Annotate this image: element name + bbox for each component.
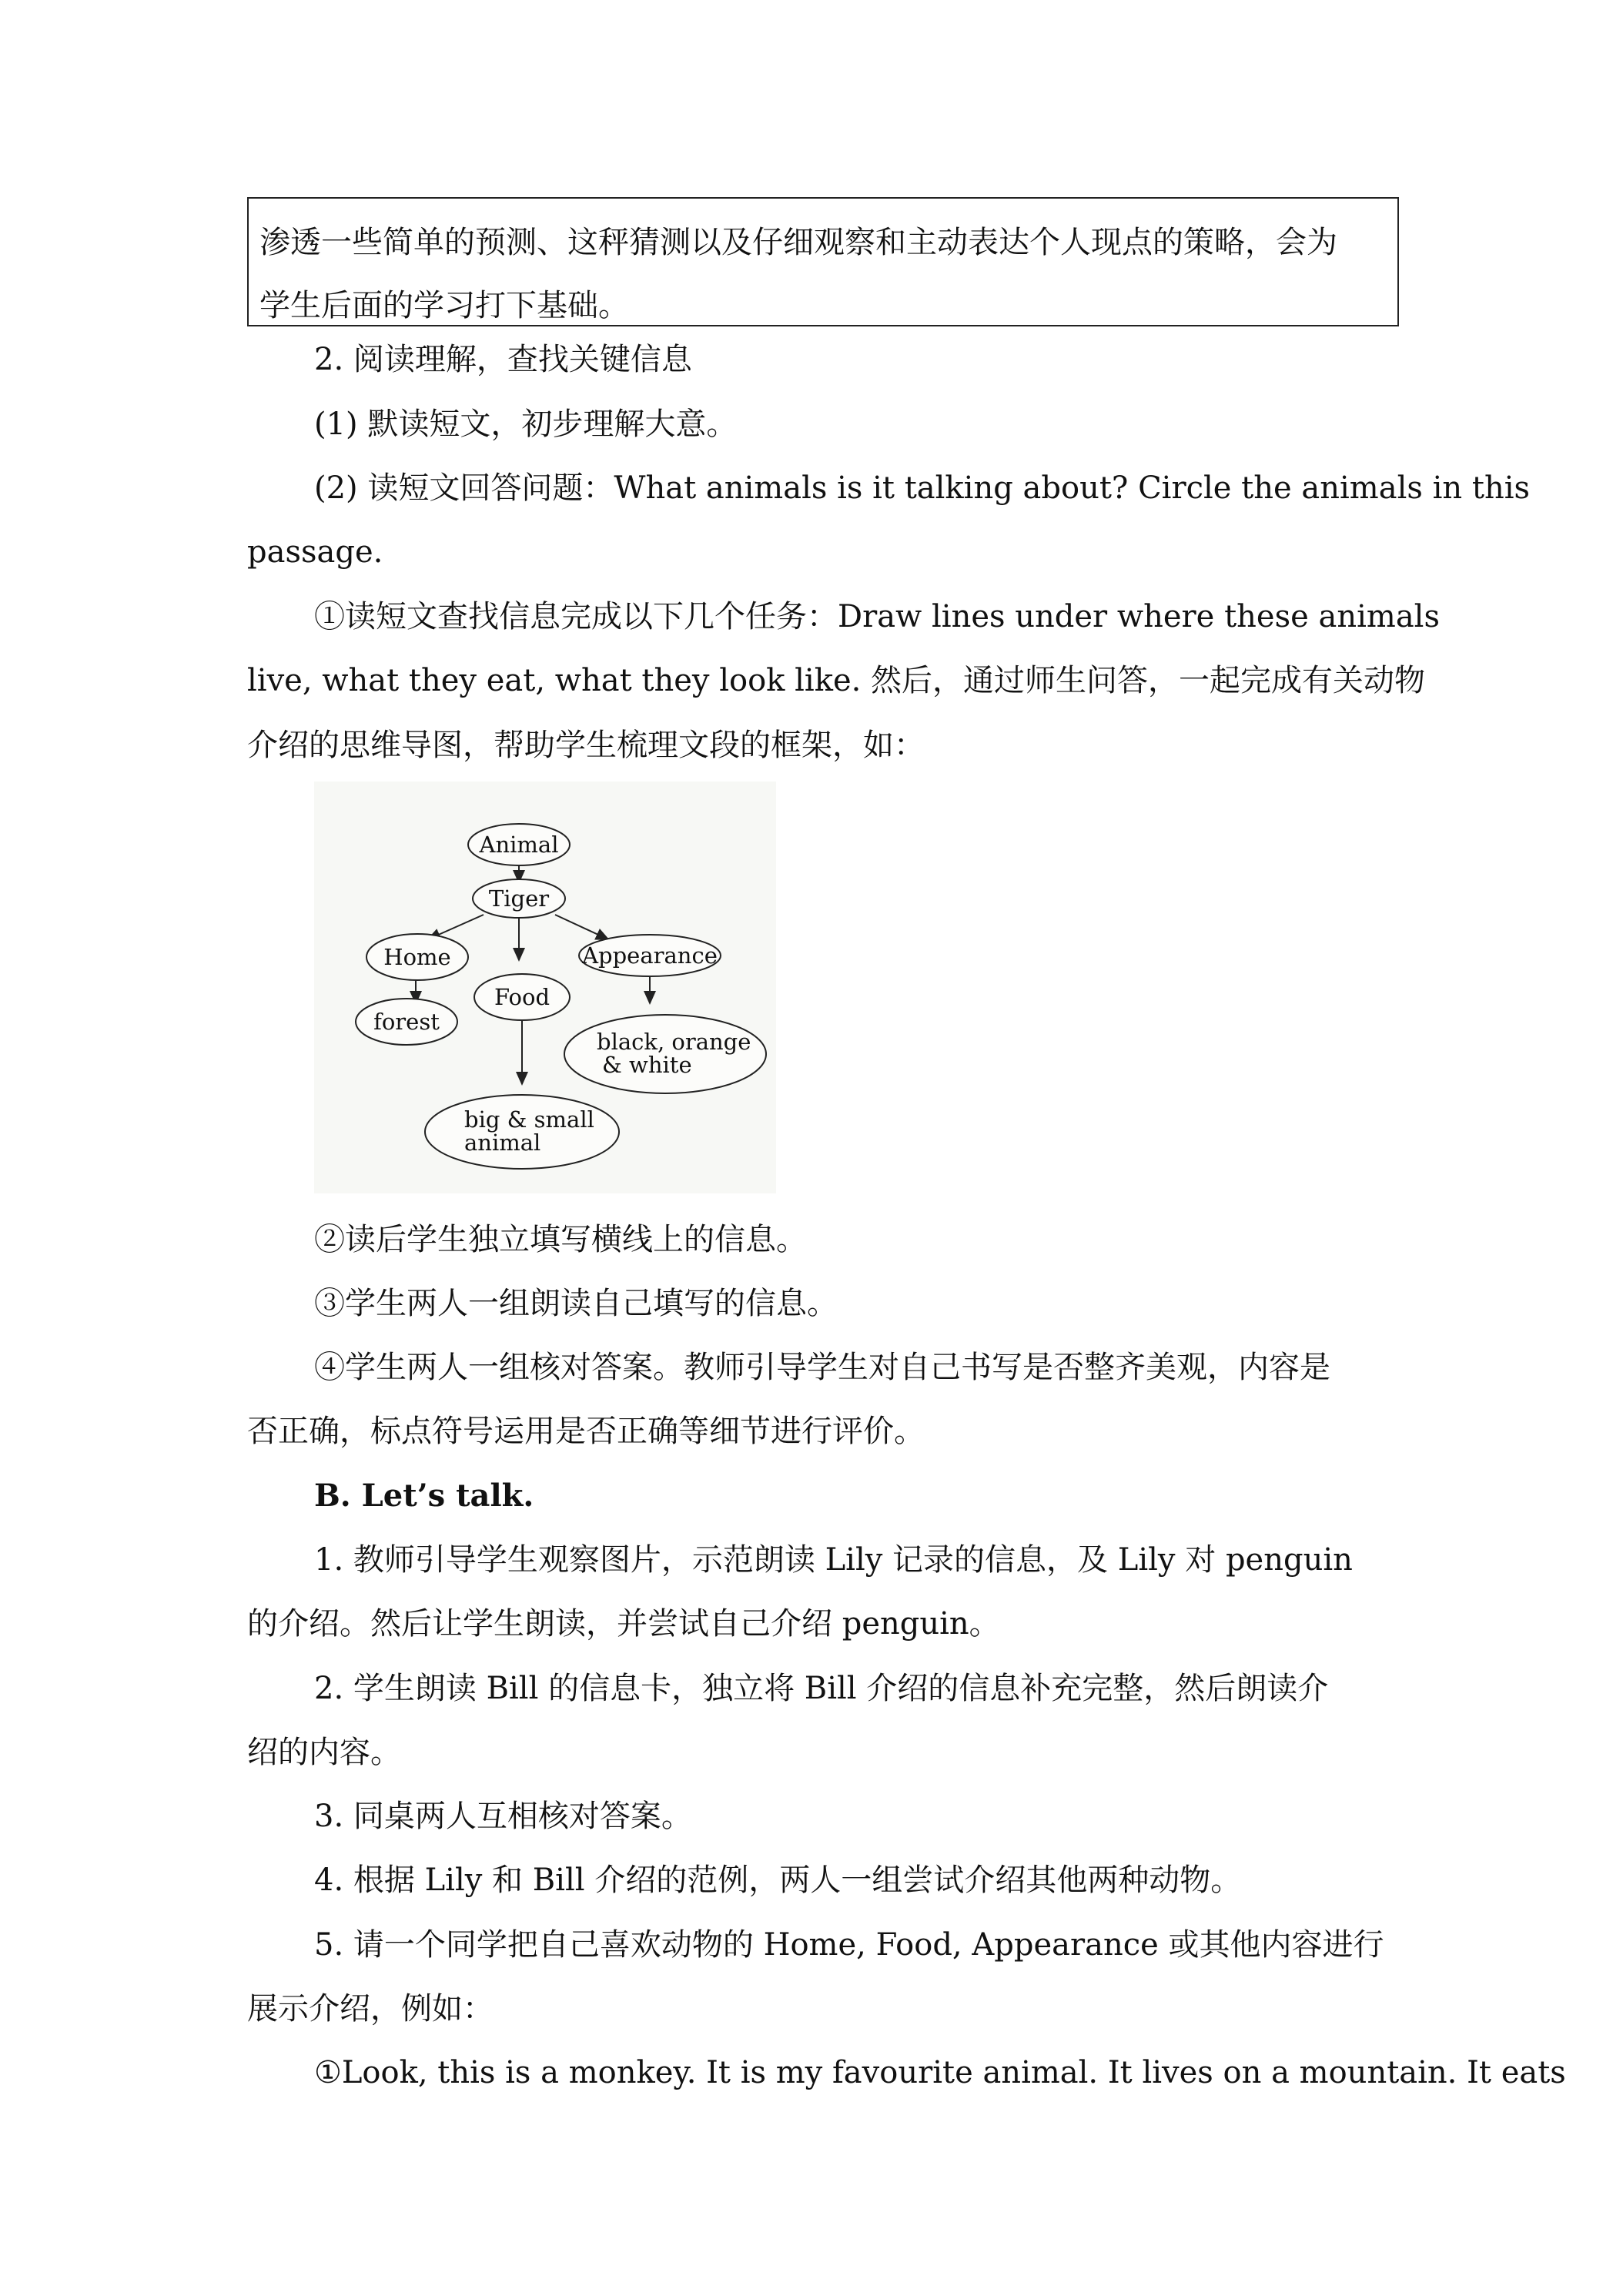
mindmap-label-appearance-value-2: & white — [602, 1052, 692, 1078]
mindmap-label-home: Home — [383, 944, 451, 970]
paragraph-reading-comprehension: 2. 阅读理解，查找关键信息 — [314, 342, 692, 377]
mindmap-label-appearance: Appearance — [582, 942, 718, 969]
paragraph-talk-4: 4. 根据 Lily 和 Bill 介绍的范例，两人一组尝试介绍其他两种动物。 — [314, 1863, 1242, 1898]
paragraph-talk-5-line-1: 5. 请一个同学把自己喜欢动物的 Home, Food, Appearance 或其他内容进行 — [314, 1927, 1384, 1963]
paragraph-check-line-2: 否正确，标点符号运用是否正确等细节进行评价。 — [247, 1414, 925, 1449]
mindmap-label-food: Food — [494, 984, 550, 1010]
note-line-1: 渗透一些简单的预测、这秤猜测以及仔细观察和主动表达个人现点的策略，会为 — [259, 225, 1337, 260]
paragraph-talk-3: 3. 同桌两人互相核对答案。 — [314, 1799, 692, 1834]
paragraph-talk-1-line-1: 1. 教师引导学生观察图片，示范朗读 Lily 记录的信息，及 Lily 对 penguin — [314, 1542, 1353, 1578]
paragraph-silent-reading: (1) 默读短文，初步理解大意。 — [314, 407, 738, 442]
section-heading-lets-talk: B. Let’s talk. — [314, 1478, 534, 1514]
mindmap-label-forest: forest — [373, 1009, 440, 1035]
paragraph-fill-in: ②读后学生独立填写横线上的信息。 — [314, 1222, 807, 1257]
boxed-note — [247, 197, 1399, 326]
mindmap-label-food-value-2: animal — [464, 1130, 541, 1156]
paragraph-talk-1-line-2: 的介绍。然后让学生朗读，并尝试自己介绍 penguin。 — [247, 1606, 1000, 1642]
paragraph-example-line-1: ①Look, this is a monkey. It is my favourite animal. It lives on a mountain. It eats — [314, 2055, 1566, 2090]
paragraph-talk-2-line-1: 2. 学生朗读 Bill 的信息卡，独立将 Bill 介绍的信息补充完整，然后朗读介 — [314, 1671, 1329, 1706]
paragraph-check-line-1: ④学生两人一组核对答案。教师引导学生对自己书写是否整齐美观，内容是 — [314, 1350, 1330, 1385]
paragraph-task-line-1: ①读短文查找信息完成以下几个任务：Draw lines under where these animals — [314, 599, 1440, 634]
paragraph-talk-5-line-2: 展示介绍，例如： — [247, 1991, 494, 2027]
note-line-2: 学生后面的学习打下基础。 — [259, 288, 629, 323]
paragraph-question-line-1: (2) 读短文回答问题：What animals is it talking about? Circle the animals in this — [314, 470, 1531, 506]
mind-map-diagram — [314, 782, 776, 1193]
mindmap-label-food-value-1: big & small — [464, 1106, 594, 1133]
mindmap-label-animal: Animal — [479, 832, 559, 858]
paragraph-task-line-3: 介绍的思维导图，帮助学生梳理文段的框架，如： — [247, 728, 925, 763]
paragraph-task-line-2: live, what they eat, what they look like. 然后，通过师生问答，一起完成有关动物 — [247, 663, 1426, 698]
paragraph-pair-reading: ③学生两人一组朗读自己填写的信息。 — [314, 1286, 838, 1321]
paragraph-question-line-2: passage. — [247, 534, 383, 570]
paragraph-talk-2-line-2: 绍的内容。 — [247, 1735, 401, 1770]
mindmap-label-appearance-value-1: black, orange — [597, 1029, 751, 1055]
mindmap-label-tiger: Tiger — [488, 885, 550, 912]
